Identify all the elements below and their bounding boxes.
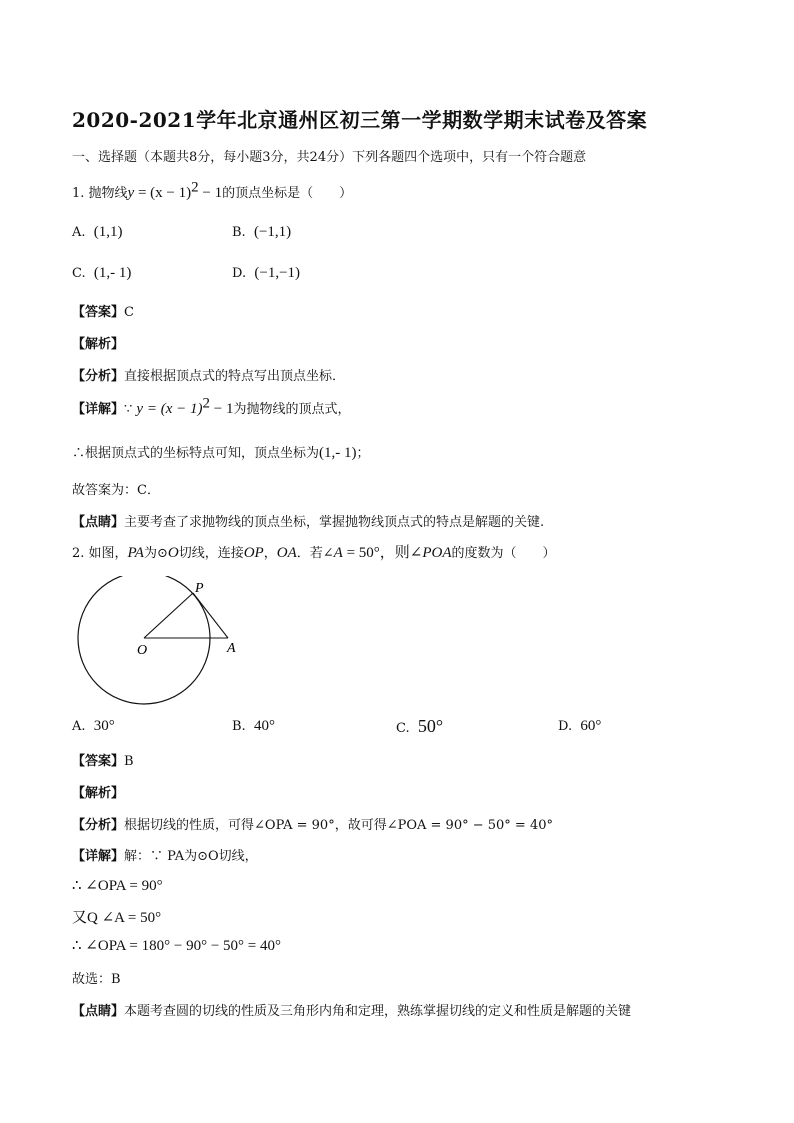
var-poa: POA	[422, 545, 452, 561]
fenxi-text: 根据切线的性质，可得∠OPA = 90°，故可得∠POA = 90° − 50° = 40°	[124, 818, 553, 833]
fenxi-tag: 【分析】	[72, 818, 125, 833]
var-o: O	[167, 545, 179, 561]
option-value: 30°	[93, 718, 115, 734]
circle-tangent-figure	[72, 576, 252, 708]
segment-pa	[193, 593, 228, 638]
q2-conclusion: 故选：B	[72, 972, 121, 987]
answer-value: C	[124, 305, 134, 320]
q1-analysis-tag: 【解析】	[72, 337, 125, 352]
q1-prefix: 1. 抛物线	[72, 186, 128, 201]
fenxi-text: 直接根据顶点式的特点写出顶点坐标．	[124, 369, 346, 384]
formula-tail: − 1	[209, 401, 234, 417]
var-oa: OA	[276, 545, 297, 561]
q2-analysis-tag: 【解析】	[72, 786, 125, 801]
q1-dianjing	[72, 511, 544, 530]
q2-stem-text: 为⊙	[143, 546, 168, 561]
q2-stem-text: ．若∠	[296, 546, 334, 561]
section-heading: 一、选择题（本题共8分，每小题3分，共24分）下列各题四个选项中，只有一个符合题意	[72, 150, 587, 165]
q1-answer	[72, 301, 134, 320]
var-op: OP	[243, 545, 264, 561]
q2-stem	[72, 541, 556, 562]
q2-step-3: ∴ ∠OPA = 180° − 90° − 50° = 40°	[72, 938, 281, 954]
q1-suffix: 的顶点坐标是（ ）	[222, 186, 353, 201]
q2-option-b	[232, 718, 275, 735]
q2-stem-text: 的度数为（ ）	[451, 546, 556, 561]
q1-option-b	[232, 224, 291, 241]
q2-step-1: ∴ ∠OPA = 90°	[72, 878, 163, 894]
var-pa: PA	[127, 545, 144, 561]
dianjing-tag: 【点睛】	[72, 515, 125, 530]
q1-vertex-line	[72, 442, 370, 462]
answer-value: B	[124, 754, 134, 769]
q1-fenxi	[72, 365, 345, 384]
label-p: P	[195, 581, 204, 596]
option-label: B.	[232, 225, 246, 240]
segment-op	[144, 593, 193, 638]
q1-formula-tail: − 1	[198, 185, 223, 201]
q1-option-a	[72, 224, 123, 241]
label-o: O	[137, 643, 148, 658]
answer-tag: 【答案】	[72, 754, 125, 769]
dianjing-text: 主要考查了求抛物线的顶点坐标，掌握抛物线顶点式的特点是解题的关键.	[124, 515, 545, 530]
q2-xiangjie	[72, 845, 258, 864]
q1-option-d	[232, 265, 300, 282]
option-value: (−1,1)	[253, 224, 292, 240]
page-title: 2020-2021学年北京通州区初三第一学期数学期末试卷及答案	[72, 108, 648, 132]
q1-formula-eq: = (x − 1)	[134, 185, 192, 201]
q2-option-a	[72, 718, 115, 735]
option-value: (1,1)	[93, 224, 123, 240]
q1-formula-y: y	[127, 185, 135, 201]
q2-stem-text: 切线，连接	[178, 546, 244, 561]
xiangjie-tag: 【详解】	[72, 849, 125, 864]
option-label: C.	[72, 266, 86, 281]
option-label: A.	[72, 225, 86, 240]
option-label: C.	[396, 721, 410, 736]
q2-stem-pre: 2. 如图，	[72, 546, 128, 561]
q2-answer	[72, 750, 134, 769]
q2-step-2: 又Q ∠A = 50°	[72, 910, 162, 926]
q2-stem-text: ，	[263, 546, 277, 561]
xiangjie-tag: 【详解】	[72, 402, 125, 417]
q2-option-c	[396, 716, 443, 737]
q1-option-c	[72, 265, 131, 282]
option-label: B.	[232, 719, 246, 734]
dianjing-tag: 【点睛】	[72, 1004, 125, 1019]
option-value: (−1,−1)	[254, 265, 301, 281]
xiangjie-text: 为抛物线的顶点式，	[233, 402, 351, 417]
vertex-punct: ；	[356, 446, 370, 461]
q1-formula-exp: 2	[191, 179, 199, 196]
var-a: A	[333, 545, 343, 561]
formula: y = (x − 1)	[136, 401, 203, 417]
q1-conclusion: 故答案为：C．	[72, 483, 160, 498]
option-value: 60°	[580, 718, 602, 734]
because-symbol: ∵	[124, 402, 137, 417]
xiangjie-text: 解：∵ PA为⊙O切线，	[124, 849, 258, 864]
option-value: 40°	[253, 718, 275, 734]
formula-exp: 2	[202, 395, 210, 412]
option-value: (1,- 1)	[93, 265, 132, 281]
vertex-text: ∴根据顶点式的坐标特点可知，顶点坐标为	[72, 446, 320, 461]
option-label: D.	[232, 266, 247, 281]
q2-stem-text: = 50°，则∠	[342, 545, 423, 561]
q2-fenxi	[72, 814, 553, 833]
vertex-value: (1,- 1)	[319, 445, 357, 461]
q1-stem	[72, 179, 353, 202]
label-a: A	[227, 641, 236, 656]
fenxi-tag: 【分析】	[72, 369, 125, 384]
dianjing-text: 本题考查圆的切线的性质及三角形内角和定理，熟练掌握切线的定义和性质是解题的关键	[124, 1004, 632, 1019]
q1-xiangjie	[72, 395, 351, 418]
option-label: A.	[72, 719, 86, 734]
q2-dianjing	[72, 1000, 631, 1019]
option-label: D.	[558, 719, 573, 734]
q2-option-d	[558, 718, 601, 735]
answer-tag: 【答案】	[72, 305, 125, 320]
option-value: 50°	[417, 716, 444, 736]
